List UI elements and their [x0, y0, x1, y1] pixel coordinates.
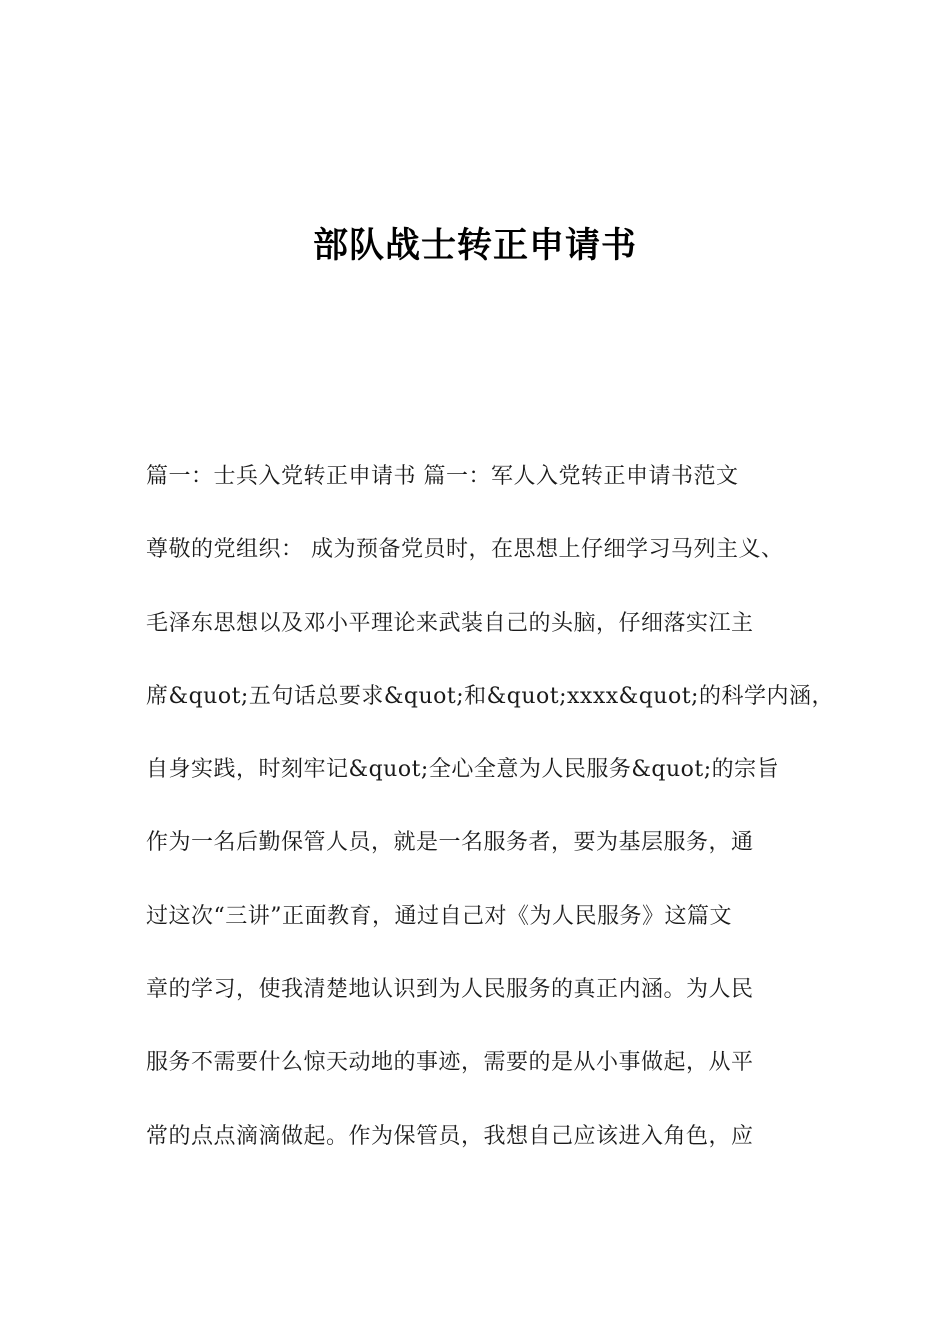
body-line: 常的点点滴滴做起。作为保管员，我想自己应该进入角色，应 [146, 1123, 754, 1149]
body-line: 过这次“三讲”正面教育，通过自己对《为人民服务》这篇文 [146, 903, 732, 929]
body-line: 自身实践，时刻牢记&quot;全心全意为人民服务&quot;的宗旨 [146, 757, 780, 783]
body-line: 作为一名后勤保管人员，就是一名服务者，要为基层服务，通 [146, 830, 754, 856]
body-line: 服务不需要什么惊天动地的事迹，需要的是从小事做起，从平 [146, 1050, 754, 1076]
document-title: 部队战士转正申请书 [312, 226, 637, 266]
body-line: 席&quot;五句话总要求&quot;和&quot;xxxx&quot;的科学内涵， [146, 683, 834, 709]
body-line: 篇一：士兵入党转正申请书 篇一：军人入党转正申请书范文 [146, 464, 739, 489]
body-line: 毛泽东思想以及邓小平理论来武装自己的头脑，仔细落实江主 [146, 610, 754, 636]
body-line: 尊敬的党组织： 成为预备党员时，在思想上仔细学习马列主义、 [146, 537, 784, 563]
body-line: 章的学习，使我清楚地认识到为人民服务的真正内涵。为人民 [146, 977, 754, 1003]
document-body [146, 450, 836, 1183]
